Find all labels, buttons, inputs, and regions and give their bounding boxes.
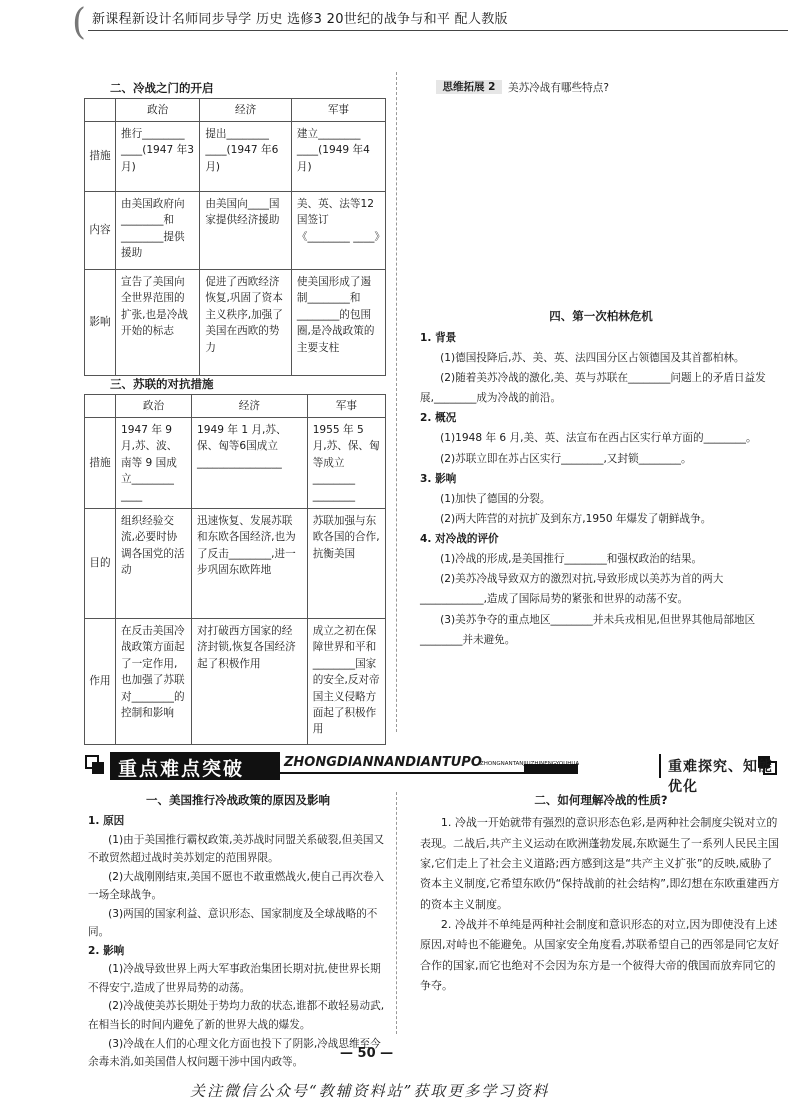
section-title: 一、美国推行冷战政策的原因及影响 — [146, 793, 330, 807]
section-4-berlin-crisis — [420, 306, 782, 650]
table-cell: 组织经验交流,必要时协调各国党的活动 — [116, 509, 192, 619]
subheading: 1. 原因 — [88, 815, 125, 828]
col-head: 经济 — [200, 99, 292, 122]
table-cell: 推行________ ____(1947 年3月) — [116, 122, 200, 192]
paragraph: (1)加快了德国的分裂。 — [440, 492, 551, 505]
paragraph: (2)美苏冷战导致双方的激烈对抗,导致形成以美苏为首的两大____________,造成了国际局势的紧张和世界的动荡不安。 — [420, 573, 724, 606]
table-soviet-countermeasures — [84, 394, 386, 745]
row-head: 作用 — [85, 619, 116, 745]
paragraph: (1)冷战导致世界上两大军事政治集团长期对抗,使世界长期不得安宁,造成了世界局势的动荡。 — [88, 963, 381, 994]
col-head: 政治 — [116, 99, 200, 122]
running-header: 新课程新设计名师同步导学 历史 选修3 20世纪的战争与和平 配人教版 — [92, 12, 508, 27]
table-cell: 促进了西欧经济恢复,巩固了资本主义秩序,加强了美国在西欧的势力 — [200, 270, 292, 376]
key-points-banner — [84, 750, 784, 795]
banner-left-square-icon — [92, 762, 104, 774]
row-head: 内容 — [85, 192, 116, 270]
column-divider-bottom — [396, 792, 397, 1034]
table-cell: 在反击美国冷战政策方面起了一定作用,也加强了苏联对________的控制和影响 — [116, 619, 192, 745]
table-cell: 苏联加强与东欧各国的合作,抗衡美国 — [307, 509, 385, 619]
subheading: 2. 影响 — [88, 944, 125, 957]
row-head: 目的 — [85, 509, 116, 619]
table-cell: 对打破西方国家的经济封锁,恢复各国经济起了积极作用 — [192, 619, 308, 745]
table-cell: 由美国向____国家提供经济援助 — [200, 192, 292, 270]
row-head: 措施 — [85, 418, 116, 509]
header-rule — [88, 30, 788, 31]
thinking-extension-question: 美苏冷战有哪些特点? — [508, 82, 609, 94]
paragraph: (2)冷战使美苏长期处于势均力敌的状态,谁都不敢轻易动武,在相当长的时间内避免了新的世界大战的爆发。 — [88, 1000, 385, 1031]
left-bottom-column — [88, 790, 388, 1072]
thinking-extension-label: 思维拓展 2 — [436, 80, 502, 94]
paragraph: (3)两国的国家利益、意识形态、国家制度及全球战略的不同。 — [88, 907, 378, 939]
subheading: 4. 对冷战的评价 — [420, 533, 499, 546]
table-cold-war-opening — [84, 98, 386, 376]
paragraph: 2. 冷战并不单纯是两种社会制度和意识形态的对立,因为即使没有上述原因,对峙也不能避免。从国家安全角度看,苏联希望自己的西邻是同它友好合作的国家,而它也绝对不会因为东方是一个彼得大帝的俄国而放弃同它的争夺。 — [420, 917, 779, 993]
paragraph: (2)随着美苏冷战的激化,美、英与苏联在________问题上的矛盾日益发展,________成为冷战的前沿。 — [420, 372, 766, 405]
banner-right-label: 重难探究、知能优化 — [668, 759, 773, 795]
banner-pinyin: ZHONGDIANNANDIANTUPO — [284, 755, 482, 770]
table-cell: 使美国形成了遏制________和________的包围圈,是冷战政策的主要支柱 — [291, 270, 385, 376]
table-cell: 1949 年 1 月,苏、保、匈等6国成立________________ — [192, 418, 308, 509]
paragraph: (3)冷战在人们的心理文化方面也投下了阴影,冷战思维至今余毒未消,如美国借人权问题干涉中国内政等。 — [88, 1037, 381, 1069]
row-head: 措施 — [85, 122, 116, 192]
row-head: 影响 — [85, 270, 116, 376]
corner-cell — [85, 395, 116, 418]
section-title-4: 四、第一次柏林危机 — [549, 309, 653, 323]
table-cell: 美、英、法等12国签订《________ ____》 — [291, 192, 385, 270]
column-divider — [396, 72, 397, 732]
banner-small-pinyin: ZHONGNANTANJIUZHINENGYOUHUA — [480, 761, 580, 767]
paragraph: (1)由于美国推行霸权政策,美苏战时同盟关系破裂,但美国又不敢贸然超过战时美苏划定的范围界限。 — [88, 833, 385, 865]
corner-cell — [85, 99, 116, 122]
section-title-2: 二、冷战之门的开启 — [110, 81, 214, 95]
footer-note: 关注微信公众号“教辅资料站”获取更多学习资料 — [190, 1082, 550, 1100]
table-cell: 宣告了美国向全世界范围的扩张,也是冷战开始的标志 — [116, 270, 200, 376]
section-title: 二、如何理解冷战的性质? — [534, 793, 668, 807]
header-brace-icon: ( — [72, 2, 87, 43]
paragraph: 1. 冷战一开始就带有强烈的意识形态色彩,是两种社会制度尖锐对立的表现。二战后,共产主义运动在欧洲蓬勃发展,东欧诞生了一系列人民民主国家,它们走上了社会主义道路;西方感到这是“共产主义扩张”的反映,威胁了资本主义制度,它希望东欧仍“保持战前的社会结构”,即幻想在东欧重建西方的资本主义制度。 — [420, 816, 780, 911]
table-cell: 建立________ ____(1949 年4月) — [291, 122, 385, 192]
table-cell: 成立之初在保障世界和平和________国家的安全,反对帝国主义侵略方面起了积极作用 — [307, 619, 385, 745]
col-head: 军事 — [307, 395, 385, 418]
col-head: 军事 — [291, 99, 385, 122]
table-cell: 1955 年 5 月,苏、保、匈等成立________ ________ — [307, 418, 385, 509]
subheading: 1. 背景 — [420, 331, 457, 344]
table-cell: 提出________ ____(1947 年6月) — [200, 122, 292, 192]
table-cell: 1947 年 9 月,苏、波、南等 9 国成立________ ____ — [116, 418, 192, 509]
paragraph: (1)冷战的形成,是美国推行________和强权政治的结果。 — [440, 553, 703, 566]
paragraph: (1)1948 年 6 月,美、英、法宣布在西占区实行单方面的________。 — [440, 432, 757, 445]
col-head: 政治 — [116, 395, 192, 418]
right-bottom-column — [420, 790, 782, 996]
col-head: 经济 — [192, 395, 308, 418]
paragraph: (3)美苏争夺的重点地区________并未兵戎相见,但世界其他局部地区________并未避免。 — [420, 613, 756, 646]
page-number: — 50 — — [340, 1046, 394, 1061]
banner-title: 重点难点突破 — [118, 758, 245, 780]
paragraph: (2)苏联立即在苏占区实行________,又封锁________。 — [440, 452, 692, 465]
table-cell: 由美国政府向________和________提供援助 — [116, 192, 200, 270]
paragraph: (2)两大阵营的对抗扩及到东方,1950 年爆发了朝鲜战争。 — [440, 512, 712, 525]
paragraph: (2)大战刚刚结束,美国不愿也不敢重燃战火,使自己再次卷入一场全球战争。 — [88, 870, 385, 902]
section-title-3: 三、苏联的对抗措施 — [110, 377, 214, 391]
subheading: 2. 概况 — [420, 412, 457, 425]
table-cell: 迅速恢复、发展苏联和东欧各国经济,也为了反击________,进一步巩固东欧阵地 — [192, 509, 308, 619]
subheading: 3. 影响 — [420, 472, 457, 485]
paragraph: (1)德国投降后,苏、美、英、法四国分区占领德国及其首都柏林。 — [440, 351, 745, 364]
